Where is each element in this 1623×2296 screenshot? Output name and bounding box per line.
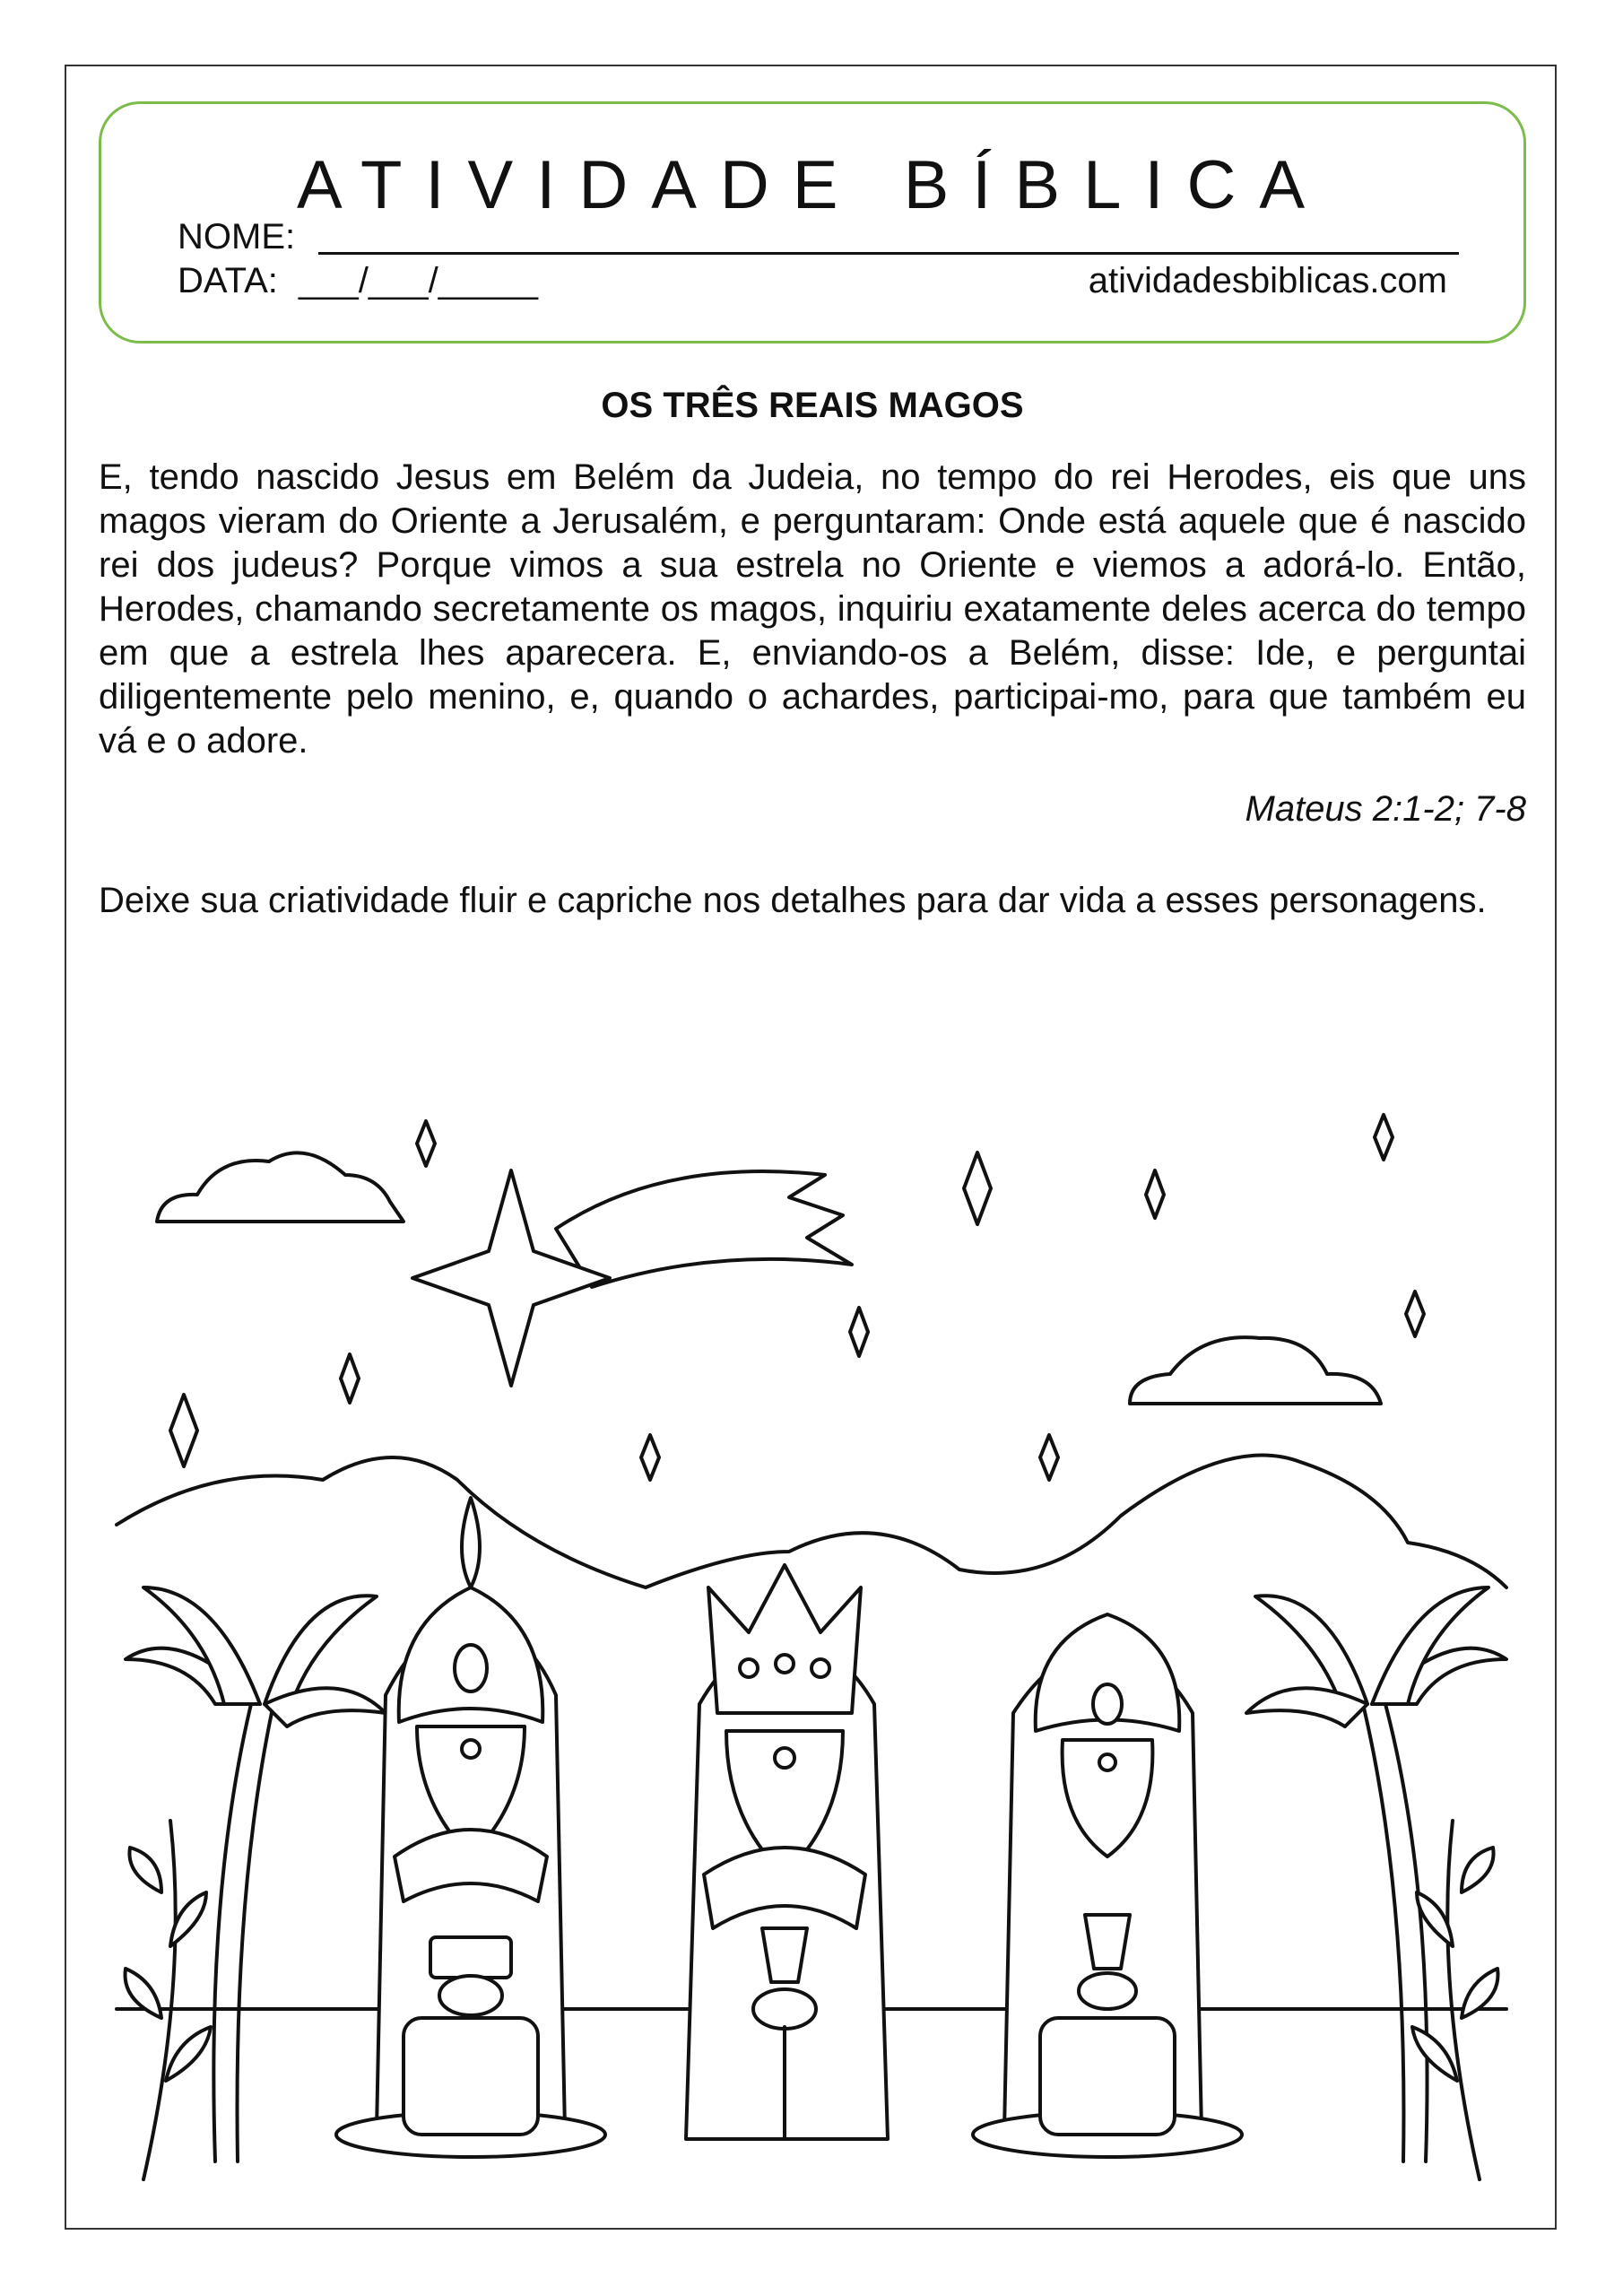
name-field-line[interactable] [318, 252, 1459, 255]
shooting-star [412, 1170, 610, 1386]
date-label: DATA: [178, 261, 278, 300]
cloud-left [157, 1152, 404, 1222]
shooting-star-tail [556, 1171, 852, 1287]
hills [117, 1456, 1506, 1588]
page-title: ATIVIDADE BÍBLICA [296, 147, 1329, 223]
bible-passage: E, tendo nascido Jesus em Belém da Judeia, no tempo do rei Herodes, eis que uns magos vieram do Oriente a Jerusalém, e perguntaram: Onde está aquele que é nascido rei dos judeus? Porque vimos a sua estrela no Oriente e viemos a adorá-lo. Então, Herodes, chamando secretamente os magos, inquiriu exatamente deles acerca do tempo em que a estrela lhes aparecera. E, enviando-os a Belém, disse: Ide, e perguntai diligentemente pelo menino, e, quando o achardes, participai-mo, para que também eu vá e o adore. [99, 457, 1526, 761]
sparkle-stars [170, 1115, 1424, 1480]
three-kings-coloring-illustration [108, 1085, 1515, 2188]
name-label: NOME: [178, 217, 296, 257]
header-box [99, 101, 1526, 344]
cloud-right [1130, 1337, 1381, 1404]
coloring-instruction: Deixe sua criatividade fluir e capriche nos detalhes para dar vida a esses personagens. [99, 881, 1487, 920]
website-label: atividadesbiblicas.com [1088, 261, 1447, 300]
date-field-blanks[interactable]: ___/___/_____ [299, 261, 538, 300]
bible-reference: Mateus 2:1-2; 7-8 [1245, 789, 1526, 829]
section-title: OS TRÊS REAIS MAGOS [601, 386, 1024, 425]
king-right [973, 1614, 1242, 2157]
leaf-branch-left [126, 1821, 212, 2179]
king-center [686, 1565, 888, 2139]
